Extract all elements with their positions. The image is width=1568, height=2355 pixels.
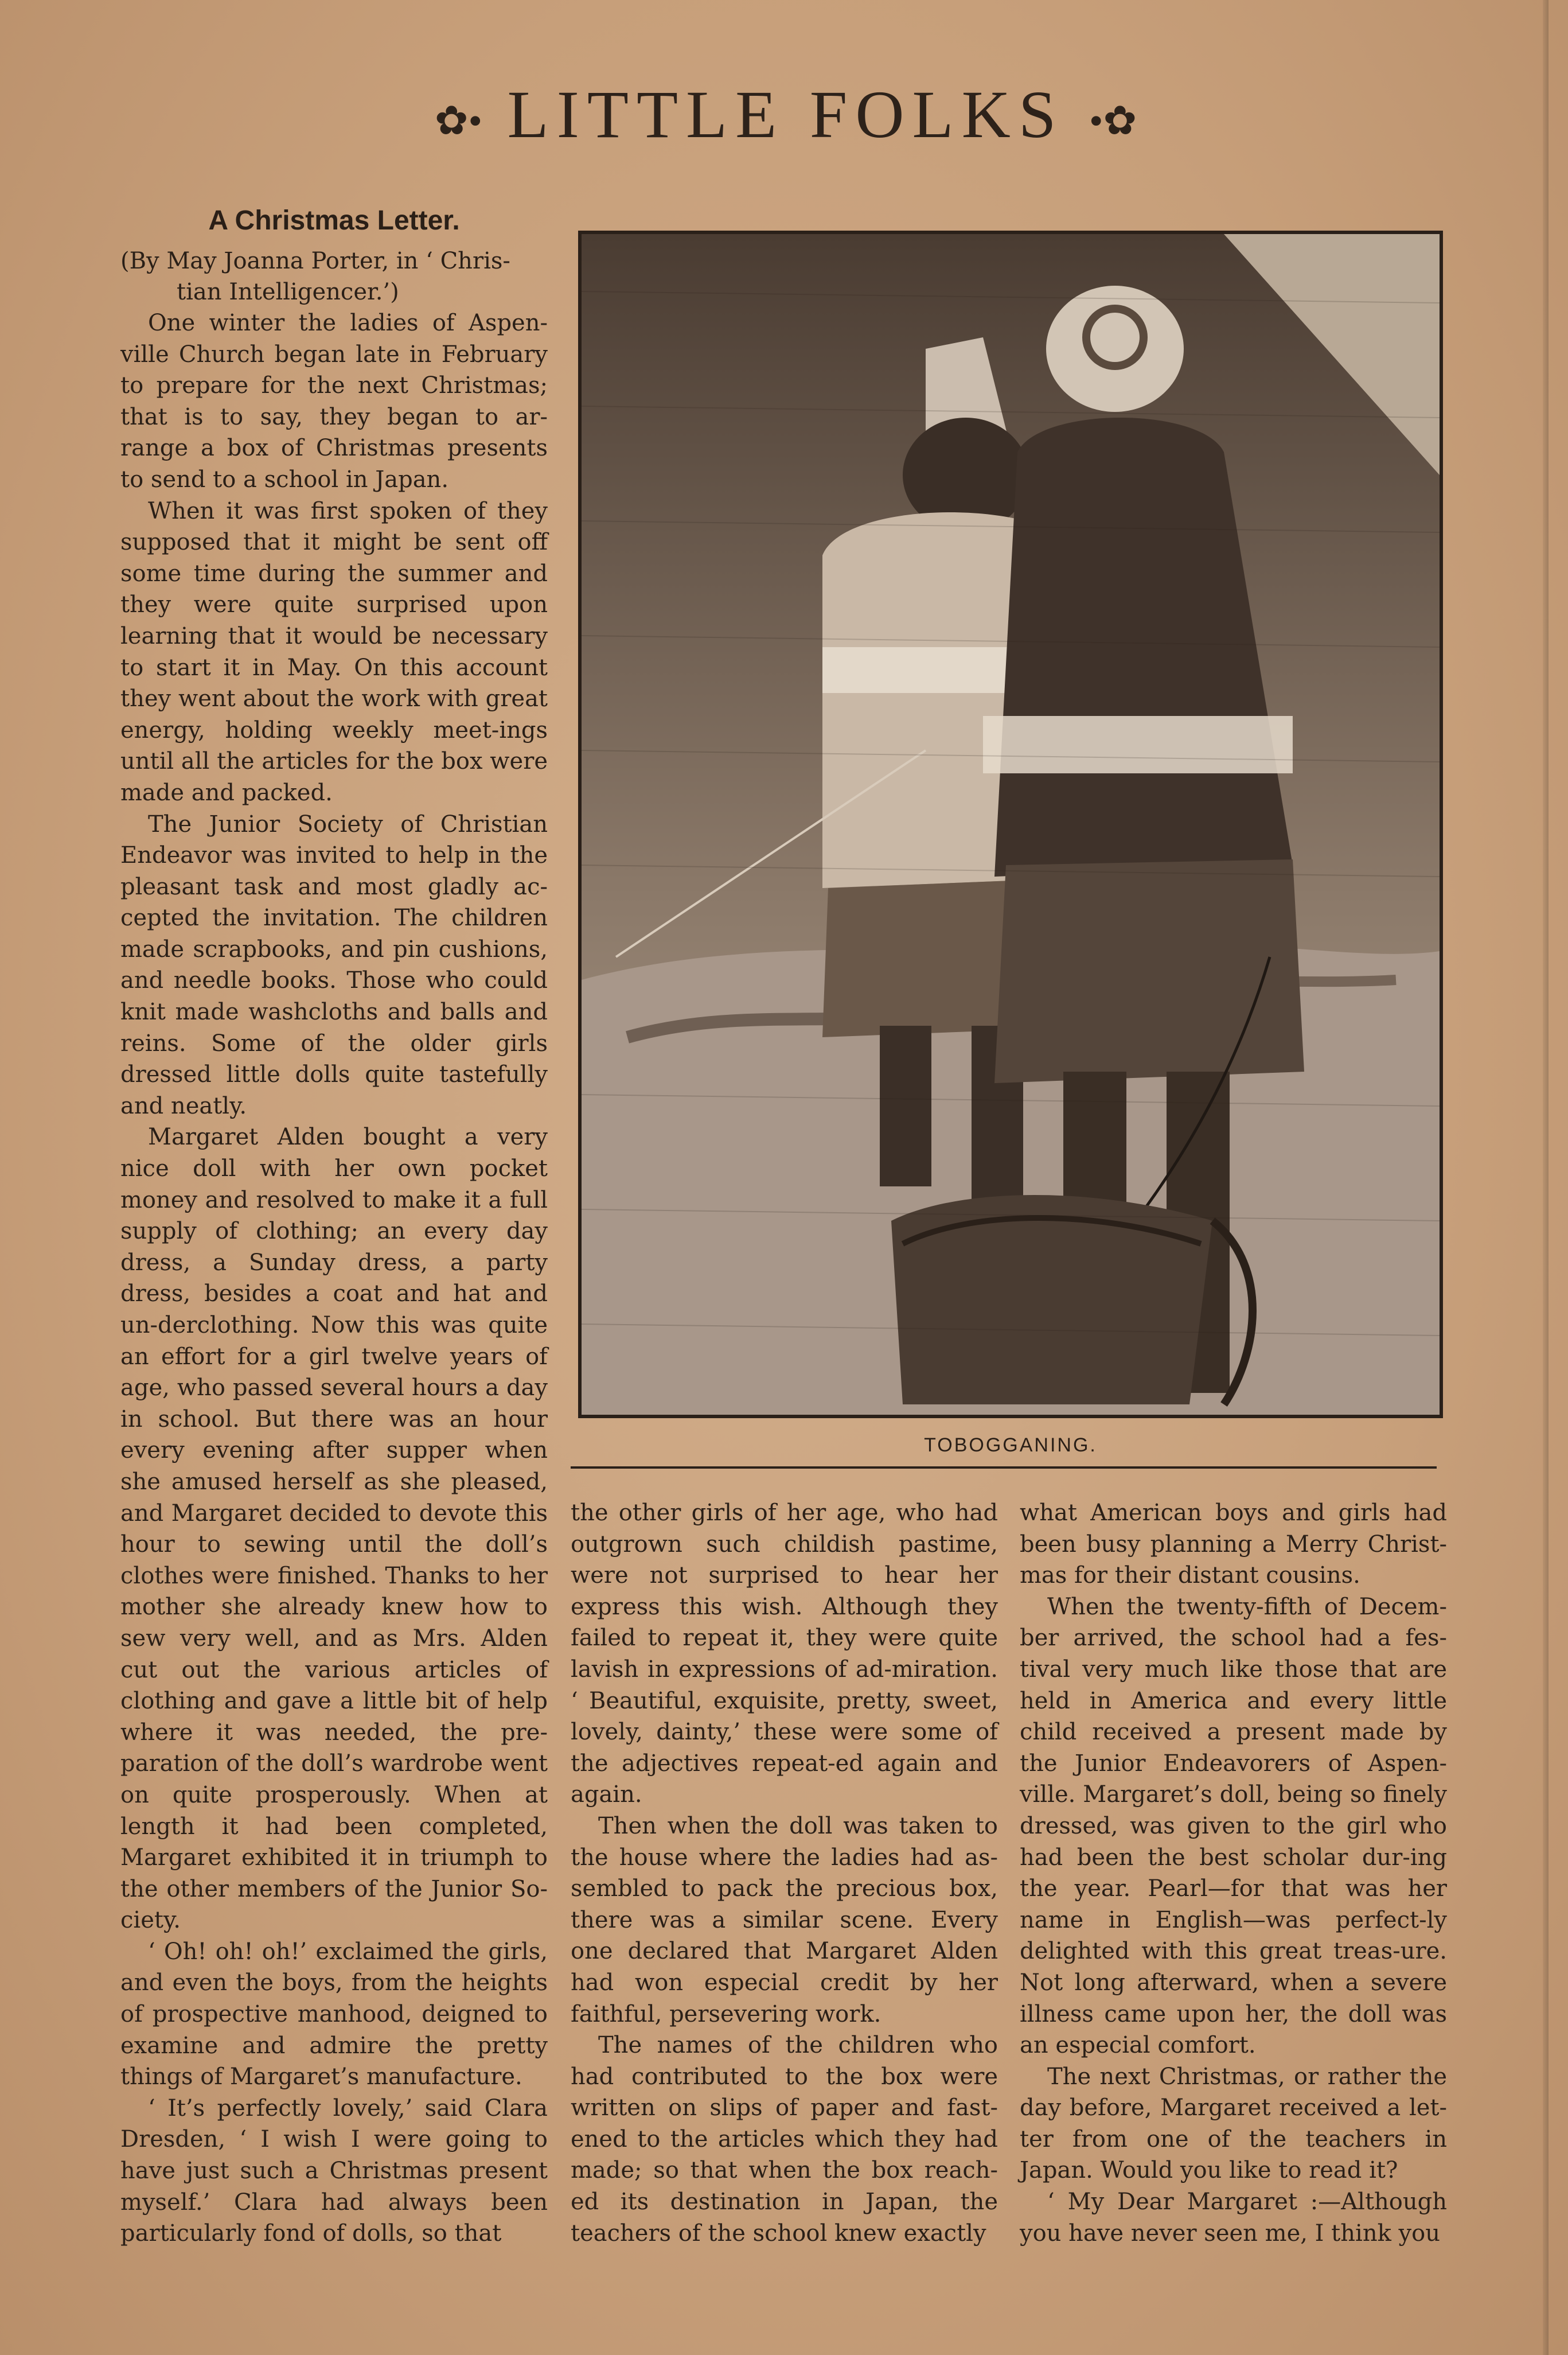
paragraph: When the twenty-fifth of Decem-ber arrived, the school had a fes-tival very much like those that are held in America and every little child received a present made by the Junior Endeavorers of Aspen-ville. Margaret’s doll, being so finely dressed, was given to the girl who had been the best scholar dur-ing the year. Pearl—for that was her name in English—was perfect-ly delighted with this great treas-ure. Not long afterward, when a severe illness came upon her, the doll was an especial comfort. [1020, 1593, 1447, 2059]
left-ornament-icon: ✿• [434, 99, 483, 143]
article-column-2 [571, 1497, 998, 2249]
caption-rule [571, 1466, 1437, 1469]
page-fold-shadow [1543, 0, 1549, 2355]
article-title: A Christmas Letter. [208, 205, 460, 236]
byline-line-1: (By May Joanna Porter, in ‘ Chris- [120, 248, 510, 274]
paragraph: ‘ It’s perfectly lovely,’ said Clara Dresden, ‘ I wish I were going to have just such a Christmas present myself.’ Clara had always been particularly fond of dolls, so that [120, 2095, 548, 2247]
paragraph: The next Christmas, or rather the day before, Margaret received a let-ter from one of the teachers in Japan. Would you like to read it? [1020, 2063, 1447, 2184]
masthead-title: LITTLE FOLKS [507, 77, 1064, 152]
right-ornament-icon: •✿ [1089, 99, 1137, 143]
paragraph: Margaret Alden bought a very nice doll with her own pocket money and resolved to make it a full supply of clothing; an every day dress, a Sunday dress, a party dress, besides a coat and hat and un-derclothing. Now this was quite an effort for a girl twelve years of age, who passed several hours a day in school. But there was an hour every evening after supper when she amused herself as she pleased, and Margaret decided to devote this hour to sewing until the doll’s clothes were finished. Thanks to her mother she already knew how to sew very well, and as Mrs. Alden cut out the various articles of clothing and gave a little bit of help where it was needed, the pre-paration of the doll’s wardrobe went on quite prosperously. When at length it had been completed, Margaret exhibited it in triumph to the other members of the Junior So-ciety. [120, 1124, 548, 1934]
article-column-1 [120, 201, 548, 2249]
paragraph: The names of the children who had contributed to the box were written on slips of paper and fast-ened to the articles which they had made; so that when the box reach-ed its destination in Japan, the teachers of the school knew exactly [571, 2032, 998, 2247]
illustration-caption: TOBOGGANING. [924, 1434, 1097, 1456]
article-column-3 [1020, 1497, 1447, 2249]
paragraph: what American boys and girls had been busy planning a Merry Christ-mas for their distant cousins. [1020, 1500, 1447, 1589]
paragraph: One winter the ladies of Aspen-ville Church began late in February to prepare for the next Christmas; that is to say, they began to ar-range a box of Christmas presents to send to a school in Japan. [120, 310, 548, 493]
paragraph: ‘ My Dear Margaret :—Although you have never seen me, I think you [1020, 2189, 1447, 2247]
tobogganing-illustration [578, 231, 1443, 1418]
masthead [356, 75, 1216, 155]
paragraph: the other girls of her age, who had outgrown such childish pastime, were not surprised to hear her express this wish. Although they failed to repeat it, they were quite lavish in expressions of ad-miration. ‘ Beautiful, exquisite, pretty, sweet, lovely, dainty,’ these were some of the adjectives repeat-ed again and again. [571, 1500, 998, 1808]
paragraph: ‘ Oh! oh! oh!’ exclaimed the girls, and even the boys, from the heights of prospective manhood, deigned to examine and admire the pretty things of Margaret’s manufacture. [120, 1938, 548, 2091]
paragraph: When it was first spoken of they supposed that it might be sent off some time during the summer and they were quite surprised upon learning that it would be necessary to start it in May. On this account they went about the work with great energy, holding weekly meet-ings until all the articles for the box were made and packed. [120, 497, 548, 806]
paragraph: The Junior Society of Christian Endeavor was invited to help in the pleasant task and most gladly ac-cepted the invitation. The children made scrapbooks, and pin cushions, and needle books. Those who could knit made washcloths and balls and reins. Some of the older girls dressed little dolls quite tastefully and neatly. [120, 811, 548, 1119]
paragraph: Then when the doll was taken to the house where the ladies had as-sembled to pack the precious box, there was a similar scene. Every one declared that Margaret Alden had won especial credit by her faithful, persevering work. [571, 1812, 998, 2027]
byline-line-2: tian Intelligencer.’) [177, 279, 399, 305]
article-byline [120, 246, 548, 307]
children-sledding-image [582, 234, 1440, 1415]
